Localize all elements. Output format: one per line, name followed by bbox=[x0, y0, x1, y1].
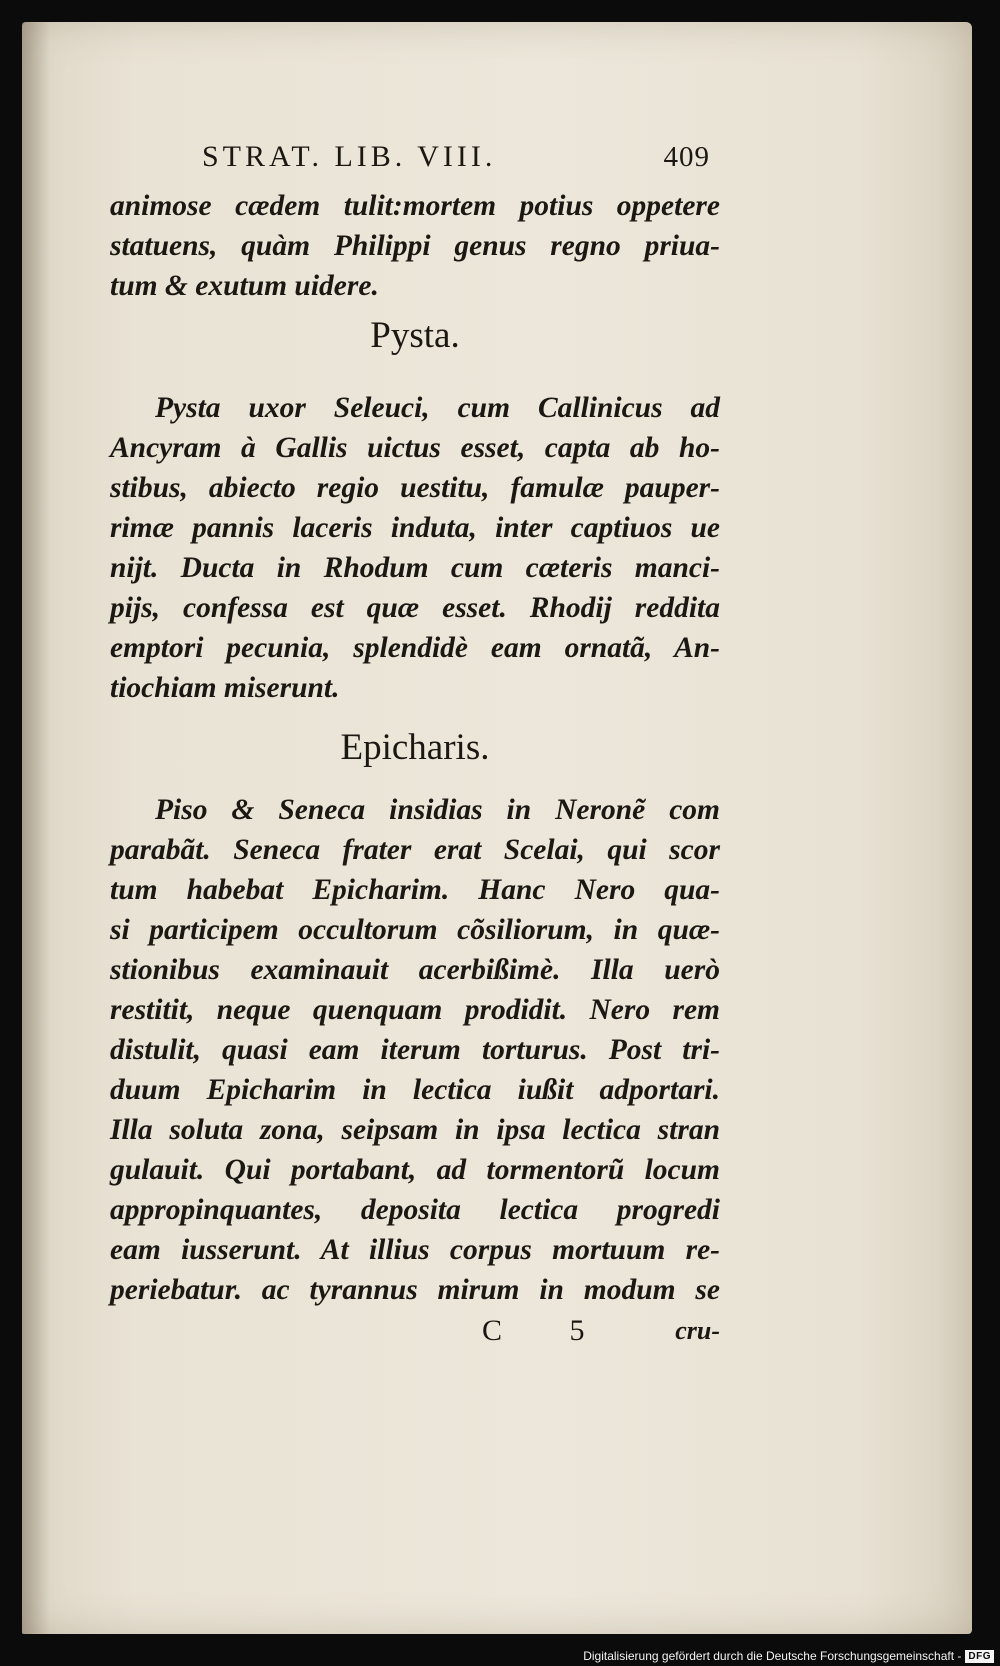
text-line: appropinquantes, deposita lectica progredi bbox=[110, 1194, 720, 1226]
text-line: restitit, neque quenquam prodidit. Nero rem bbox=[110, 994, 720, 1026]
dfg-logo: DFG bbox=[965, 1650, 994, 1663]
text-line: stibus, abiecto regio uestitu, famulæ pauper- bbox=[110, 472, 720, 504]
paragraph-pysta bbox=[110, 388, 720, 708]
page-gutter-shadow bbox=[22, 22, 50, 1634]
credit-text: Digitalisierung gefördert durch die Deutsche Forschungsgemeinschaft - bbox=[583, 1649, 962, 1663]
page-foot bbox=[110, 1310, 720, 1356]
text-line: distulit, quasi eam iterum torturus. Post tri- bbox=[110, 1034, 720, 1066]
book-page bbox=[22, 22, 972, 1634]
text-line: Piso & Seneca insidias in Neronẽ com bbox=[155, 794, 720, 826]
text-line: emptori pecunia, splendidè eam ornatã, An- bbox=[110, 632, 720, 664]
text-line: stionibus examinauit acerbißimè. Illa uerò bbox=[110, 954, 720, 986]
paragraph-epicharis bbox=[110, 790, 720, 1310]
text-line: tum habebat Epicharim. Hanc Nero qua- bbox=[110, 874, 720, 906]
text-line: animose cædem tulit:mortem potius oppetere bbox=[110, 190, 720, 222]
text-line: statuens, quàm Philippi genus regno priua- bbox=[110, 230, 720, 262]
page-number: 409 bbox=[663, 141, 710, 173]
text-line: parabãt. Seneca frater erat Scelai, qui scor bbox=[110, 834, 720, 866]
digitization-credit bbox=[583, 1649, 994, 1663]
text-line: pijs, confessa est quæ esset. Rhodij reddita bbox=[110, 592, 720, 624]
text-line: rimæ pannis laceris induta, inter captiuos ue bbox=[110, 512, 720, 544]
signature-mark: C 5 bbox=[482, 1314, 615, 1347]
section-heading-epicharis: Epicharis. bbox=[340, 727, 490, 768]
paragraph-continued bbox=[110, 186, 720, 306]
text-line: periebatur. ac tyrannus mirum in modum se bbox=[110, 1274, 720, 1306]
text-line: tiochiam miserunt. bbox=[110, 672, 340, 704]
running-title: STRAT. LIB. VIII. bbox=[202, 140, 497, 173]
text-line: si participem occultorum cõsiliorum, in quæ- bbox=[110, 914, 720, 946]
text-line: duum Epicharim in lectica iußit adportari. bbox=[110, 1074, 720, 1106]
text-line: Pysta uxor Seleuci, cum Callinicus ad bbox=[155, 392, 720, 424]
text-line: gulauit. Qui portabant, ad tormentorũ locum bbox=[110, 1154, 720, 1186]
text-block bbox=[110, 140, 720, 1356]
text-line: tum & exutum uidere. bbox=[110, 270, 379, 302]
text-line: nijt. Ducta in Rhodum cum cæteris manci- bbox=[110, 552, 720, 584]
catchword: cru- bbox=[675, 1316, 720, 1345]
text-line: Illa soluta zona, seipsam in ipsa lectica stran bbox=[110, 1114, 720, 1146]
text-line: eam iusserunt. At illius corpus mortuum re- bbox=[110, 1234, 720, 1266]
text-line: Ancyram à Gallis uictus esset, capta ab ho- bbox=[110, 432, 720, 464]
running-head bbox=[110, 140, 720, 186]
section-heading-pysta: Pysta. bbox=[370, 315, 460, 356]
